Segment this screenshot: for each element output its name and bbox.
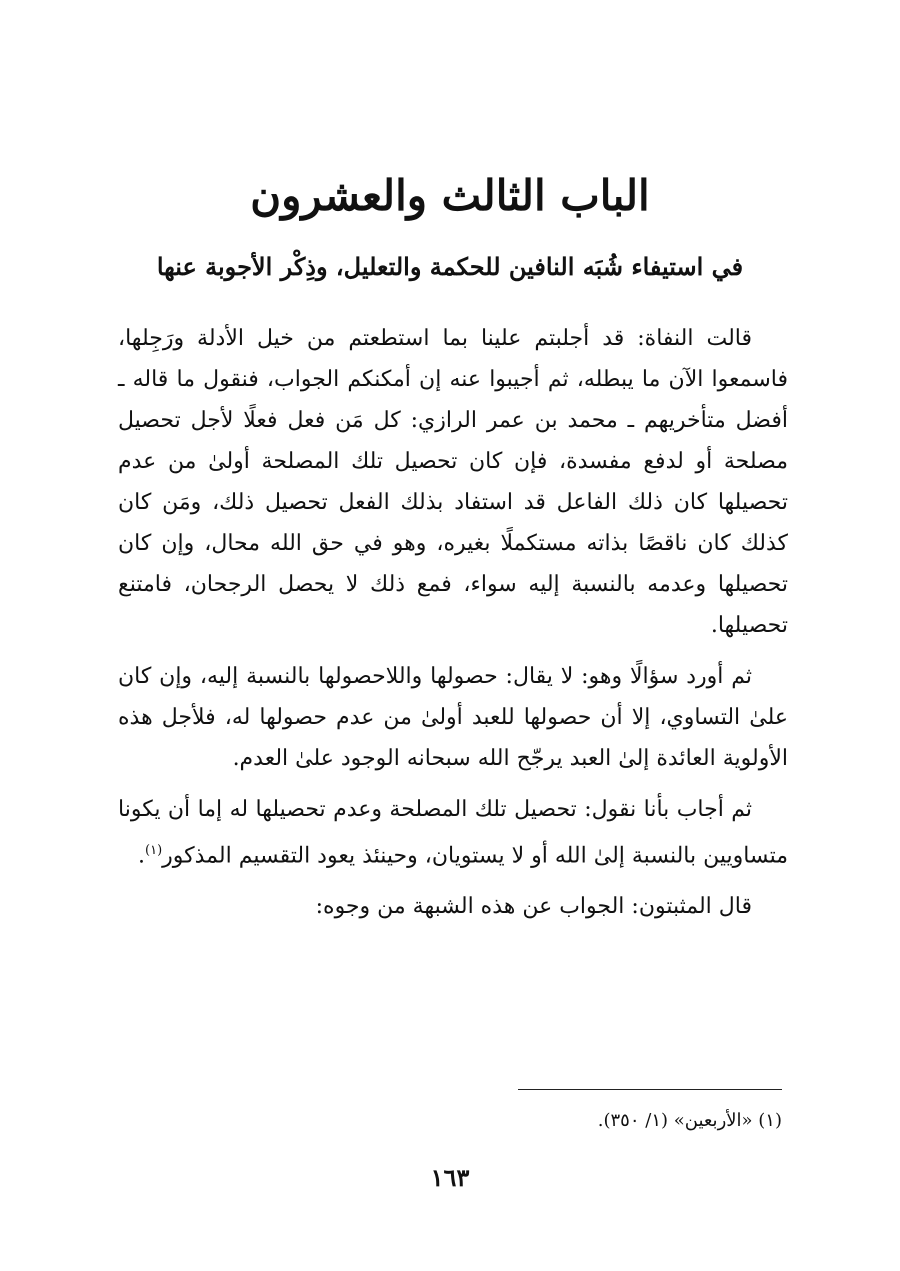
footnote-reference-marker: (١): [145, 843, 163, 858]
paragraph-3-end: .: [138, 843, 146, 869]
paragraph-2: ثم أورد سؤالًا وهو: لا يقال: حصولها واللاحصولها بالنسبة إليه، وإن كان علىٰ التساوي، إلا أن حصولها للعبد أولىٰ من عدم حصولها له، فلأجل هذه الأولوية العائدة إلىٰ العبد يرجّح الله سبحانه الوجود علىٰ العدم.: [118, 664, 788, 771]
closing-line: قال المثبتون: الجواب عن هذه الشبهة من وجوه:: [315, 894, 752, 920]
paragraph-1: قالت النفاة: قد أجلبتم علينا بما استطعتم من خيل الأدلة ورَجِلها، فاسمعوا الآن ما يبطله، ثم أجيبوا عنه إن أمكنكم الجواب، فنقول ما قاله ـ أفضل متأخريهم ـ محمد بن عمر الرازي: كل مَن فعل فعلًا لأجل تحصيل مصلحة أو لدفع مفسدة، فإن كان تحصيل تلك المصلحة أولىٰ من عدم تحصيلها كان ذلك الفاعل قد استفاد بذلك الفعل تحصيل ذلك، ومَن كان كذلك كان ناقصًا بذاته مستكملًا بغيره، وهو في حق الله محال، وإن كان تحصيلها وعدمه بالنسبة إليه سواء، فمع ذلك لا يحصل الرجحان، فامتنع تحصيلها.: [118, 326, 788, 638]
paragraph-3: [118, 789, 788, 876]
chapter-subtitle: في استيفاء شُبَه النافين للحكمة والتعليل، وذِكْر الأجوبة عنها: [156, 252, 744, 281]
main-text: [118, 318, 788, 949]
page-number: ١٦٣: [430, 1163, 470, 1192]
paragraph-3-text: ثم أجاب بأنا نقول: تحصيل تلك المصلحة وعدم تحصيلها له إما أن يكونا متساويين بالنسبة إلىٰ الله أو لا يستويان، وحينئذ يعود التقسيم المذكور: [118, 797, 788, 869]
chapter-title: الباب الثالث والعشرون: [250, 171, 650, 220]
footnote-divider: [518, 1089, 782, 1090]
footnote: (١) «الأربعين» (١/ ٣٥٠).: [597, 1110, 782, 1131]
